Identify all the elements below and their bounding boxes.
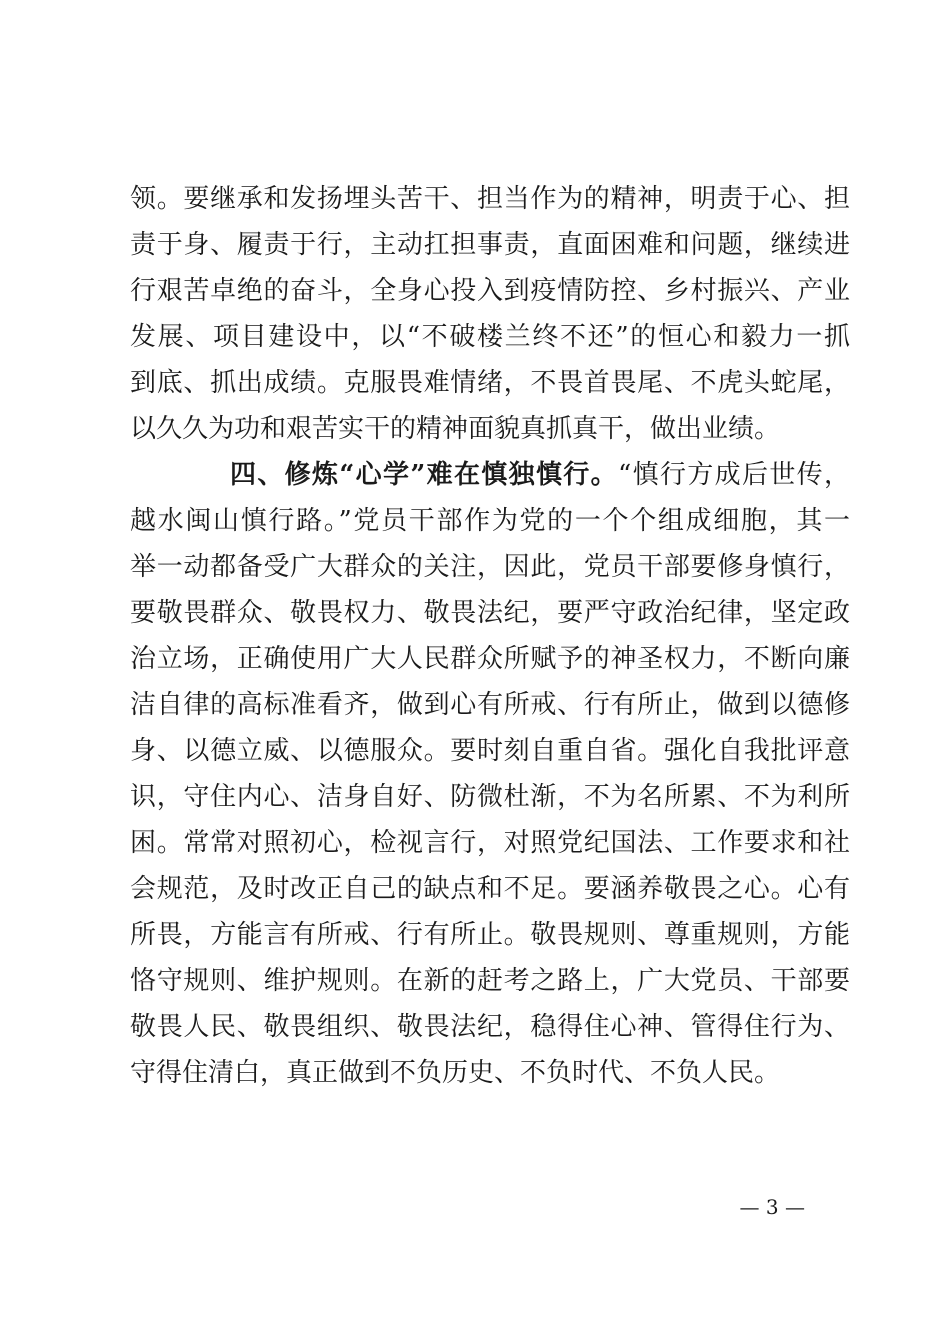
paragraph-line: 识，守住内心、洁身自好、防微杜渐，不为名所累、不为利所 — [130, 782, 850, 812]
paragraph-line: 领。要继承和发扬埋头苦干、担当作为的精神，明责于心、担 — [130, 184, 850, 214]
paragraph-line: 越水闽山慎行路。”党员干部作为党的一个个组成细胞，其一 — [130, 506, 850, 536]
paragraph-line: 行艰苦卓绝的奋斗，全身心投入到疫情防控、乡村振兴、产业 — [130, 276, 850, 306]
paragraph-line: 以久久为功和艰苦实干的精神面貌真抓真干，做出业绩。 — [130, 414, 781, 444]
page-number: — 3 — — [739, 1195, 805, 1219]
paragraph-line: 身、以德立威、以德服众。要时刻自重自省。强化自我批评意 — [130, 736, 850, 766]
paragraph-line: 所畏，方能言有所戒、行有所止。敬畏规则、尊重规则，方能 — [130, 920, 850, 950]
paragraph-line: 敬畏人民、敬畏组织、敬畏法纪，稳得住心神、管得住行为、 — [130, 1012, 850, 1042]
paragraph-line: 恪守规则、维护规则。在新的赶考之路上，广大党员、干部要 — [130, 966, 850, 996]
paragraph-line: 责于身、履责于行，主动扛担事责，直面困难和问题，继续进 — [130, 230, 850, 260]
paragraph-line: 发展、项目建设中，以“不破楼兰终不还”的恒心和毅力一抓 — [130, 322, 850, 352]
paragraph-first-line — [230, 452, 850, 498]
paragraph-line: 守得住清白，真正做到不负历史、不负时代、不负人民。 — [130, 1058, 781, 1088]
paragraph-line: 到底、抓出成绩。克服畏难情绪，不畏首畏尾、不虎头蛇尾， — [130, 368, 850, 398]
paragraph-line: 会规范，及时改正自己的缺点和不足。要涵养敬畏之心。心有 — [130, 874, 850, 904]
paragraph-line: 治立场，正确使用广大人民群众所赋予的神圣权力，不断向廉 — [130, 644, 850, 674]
quote-start: “慎行方成后世传， — [618, 460, 850, 490]
section-heading: 四、修炼“心学”难在慎独慎行。 — [230, 460, 618, 490]
paragraph-line: 举一动都备受广大群众的关注，因此，党员干部要修身慎行， — [130, 552, 850, 582]
paragraph-line: 困。常常对照初心，检视言行，对照党纪国法、工作要求和社 — [130, 828, 850, 858]
paragraph-line: 要敬畏群众、敬畏权力、敬畏法纪，要严守政治纪律，坚定政 — [130, 598, 850, 628]
paragraph-line: 洁自律的高标准看齐，做到心有所戒、行有所止，做到以德修 — [130, 690, 850, 720]
